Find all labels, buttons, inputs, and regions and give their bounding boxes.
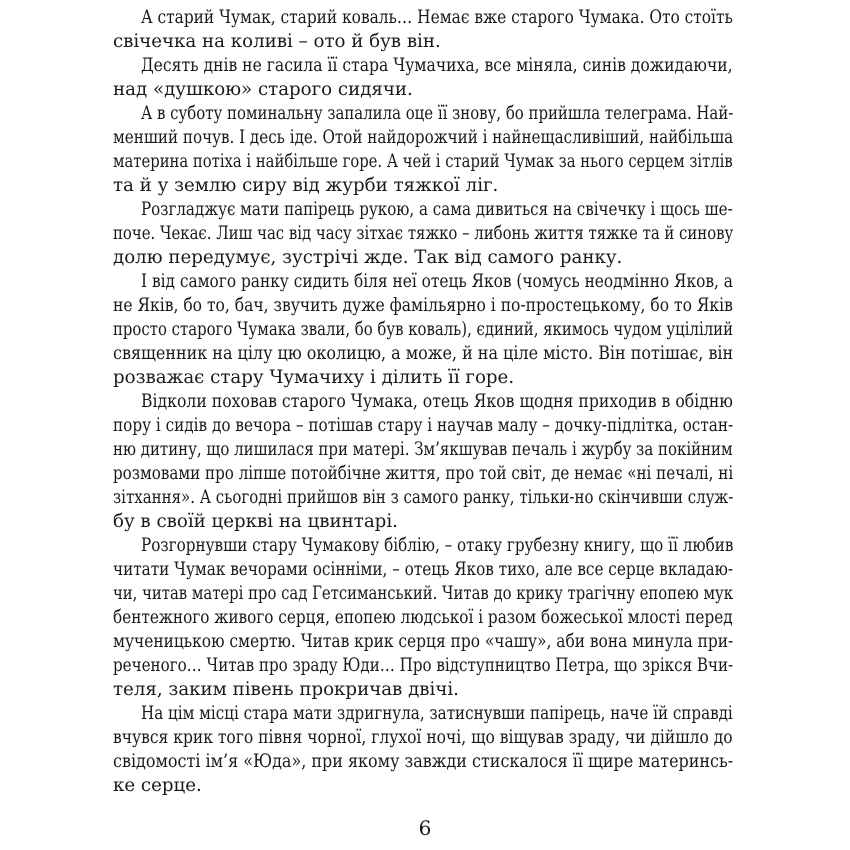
text-line: І від самого ранку сидить біля неї отець Яков (чомусь неодмінно Яков, а (141, 271, 733, 292)
text-line: мученицькою смертю. Читав крик серця про «чашу», аби вона минула при- (113, 631, 734, 652)
text-line: свічечка на коливі – ото й був він. (113, 31, 441, 52)
text-line: пору і сидів до вечора – потішав стару і научав малу – дочку-підлітка, остан- (113, 415, 734, 436)
page-number: 6 (418, 816, 432, 840)
text-line: просто старого Чумака звали, бо був коваль), єдиний, якимось чудом уцілілий (113, 319, 734, 340)
text-line: реченого… Читав про зраду Юди… Про відступництво Петра, що зрікся Вчи- (113, 655, 734, 676)
text-line: Відколи поховав старого Чумака, отець Яков щодня приходив в обідню (141, 391, 733, 412)
text-line: чи, читав матері про сад Гетсиманський. Читав до крику трагічну епопею мук (113, 583, 733, 604)
text-line: Десять днів не гасила її стара Чумачиха, все міняла, синів дожидаючи, (141, 55, 733, 76)
text-line: ню дитину, що лишилася при матері. Зм’якшував печаль і журбу за покійним (113, 439, 733, 460)
text-line: священник на цілу цю околицю, а може, й на ціле місто. Він потішає, він (113, 343, 734, 364)
text-line: На цім місці стара мати здригнула, затиснувши папірець, наче їй справді (141, 703, 733, 724)
text-line: вчувся крик того півня чорної, глухої ночі, що віщував зраду, чи дійшло до (113, 727, 733, 748)
text-line: розважає стару Чумачиху і ділить її горе. (113, 367, 515, 388)
text-line: поче. Чекає. Лиш час від часу зітхає тяжко – либонь життя тяжке та й синову (113, 223, 734, 244)
text-line: теля, заким півень прокричав двічі. (113, 679, 459, 700)
text-line: А старий Чумак, старий коваль… Немає вже старого Чумака. Ото стоїть (141, 7, 733, 28)
text-line: Розгладжує мати папірець рукою, а сама дивиться на свічечку і щось ше- (141, 199, 733, 220)
text-line: та й у землю сиру від журби тяжкої ліг. (113, 175, 499, 196)
text-line: А в суботу поминальну запалила оце її знову, бо прийшла телеграма. Най- (141, 103, 734, 124)
text-line: розмовами про ліпше потойбічне життя, про той світ, де немає «ні печалі, ні (113, 463, 734, 484)
text-line: долю передумує, зустрічі жде. Так від самого ранку. (113, 247, 623, 268)
text-line: не Яків, бо то, бач, звучить дуже фамільярно і по-простецькому, бо то Яків (113, 295, 733, 316)
text-line: читати Чумак вечорами осінніми, – отець Яков тихо, але все серце вкладаю- (113, 559, 734, 580)
text-line: зітхання». А сьогодні прийшов він з самого ранку, тільки-но скінчивши служ- (113, 487, 734, 508)
text-line: свідомості ім’я «Юда», при якому завжди стискалося її щире материнсь- (113, 751, 734, 772)
text-line: менший почув. І десь іде. Отой найдорожчий і найнещасливіший, найбільша (113, 127, 734, 148)
text-line: Розгорнувши стару Чумакову біблію, – отаку грубезну книгу, що її любив (141, 535, 734, 556)
text-line: бу в своїй церкві на цвинтарі. (113, 511, 398, 532)
text-line: бентежного живого серця, епопею людської і разом божеської млості перед (113, 607, 733, 628)
text-line: ке серце. (113, 775, 202, 796)
text-line: над «душкою» старого сидячи. (113, 79, 413, 100)
text-line: материна потіха і найбільше горе. А чей і старий Чумак за нього серцем зітлів (113, 151, 733, 172)
